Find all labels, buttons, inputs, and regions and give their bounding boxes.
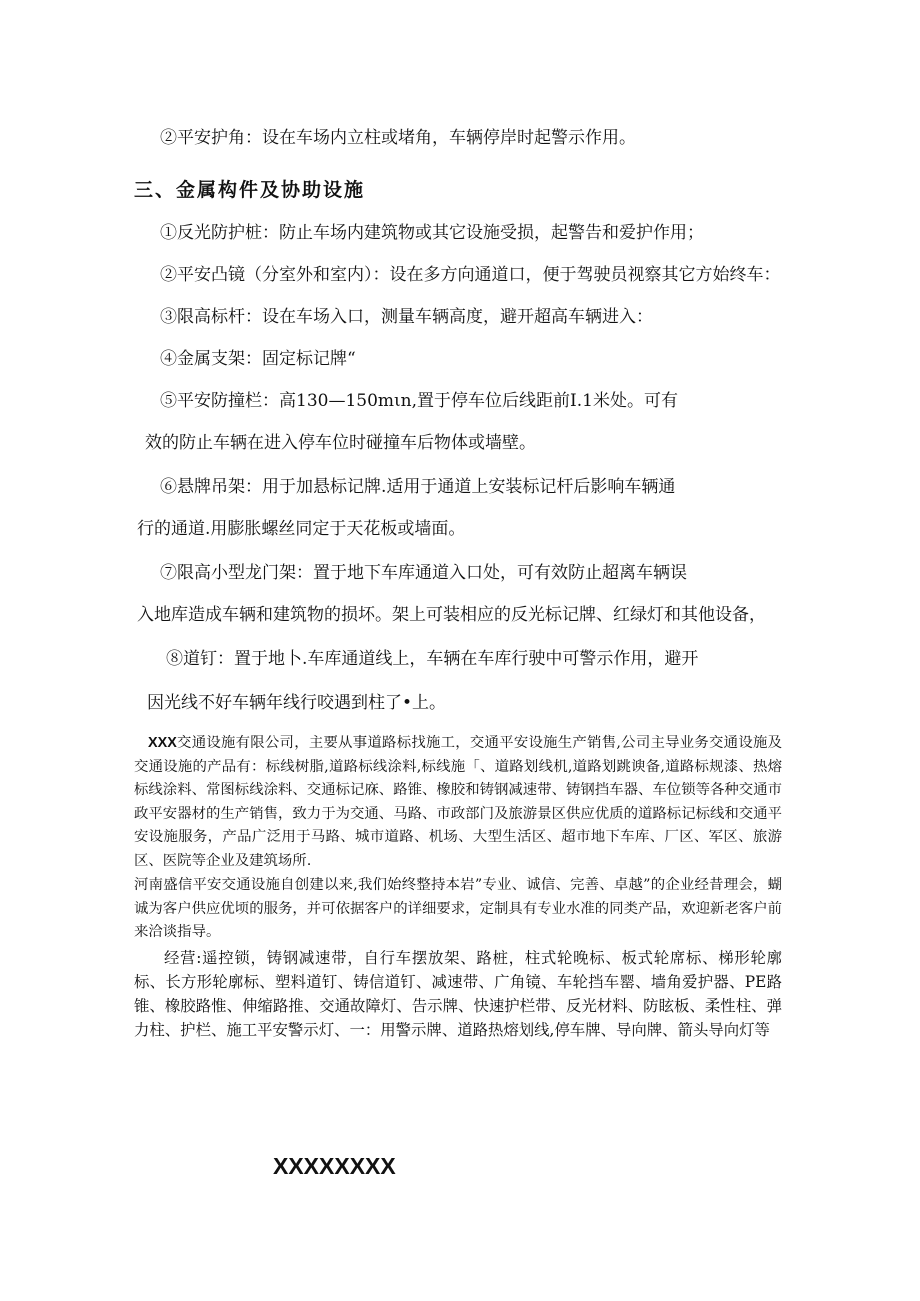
- item-gantry-line1: ⑦限高小型龙门架：置于地下车库通道入口处，可有效防止超离车辆误: [160, 563, 687, 583]
- item-metal-bracket: ④金属支架：固定标记牌“: [160, 349, 356, 369]
- section-heading-metal-components: 三、金属构件及协助设施: [134, 179, 366, 201]
- company-intro-paragraph: [134, 732, 782, 873]
- item-height-limit-pole: ③限高标杆：设在车场入口，测量车辆高度，避开超高车辆进入：: [160, 307, 653, 327]
- item-road-stud-line2: 因光线不好车辆年线行咬遇到柱了•上。: [147, 693, 447, 713]
- business-scope-text: 经营:遥控锁，铸钢减速带，自行车摆放架、路桩，柱式轮晚标、板式轮席标、梯形轮廓标、长方形轮廓标、塑料道钉、铸信道钉、减速带、广角镜、车轮挡车罂、墙角爱护器、PE路锥、橡胶路惟、伸缩路推、交通故障灯、告示牌、快速护栏带、反光材料、防眩板、柔性柱、弹力柱、护栏、施工平安警示灯、一：用警示牌、道路热熔划线,停车牌、导向牌、箭头导向灯等: [134, 949, 782, 1039]
- business-scope-paragraph: [134, 946, 782, 1042]
- item-crash-barrier-line1: ⑤平安防撞栏：高130—150mιn,置于停车位后线距前I.1米处。可有: [160, 391, 678, 411]
- item-sign-hanger-line2: 行的通道.用膨胀螺丝同定于天花板或墙面。: [137, 519, 466, 539]
- company-name-placeholder: XXX: [148, 735, 177, 751]
- company-philosophy-paragraph: 河南盛信平安交通设施自创建以来,我们始终整持本岩”专业、诚信、完善、卓越”的企业经昔理会，蝴诚为客户供应优顷的服务，并可依据客户的详细要求，定制具有专业水准的同类产品，欢迎新老客户前来洽谈指导。: [134, 877, 782, 940]
- item-safety-corner: ②平安护角：设在车场内立柱或堵角，车辆停岸时起警示作用。: [160, 128, 636, 148]
- company-intro-text: 交通设施有限公司，主要从事道路标找施工，交通平安设施生产销售,公司主导业务交通设施及交通设施的产品有：标线树脂,道路标线涂料,标线施「、道路划线机,道路划跳谀备,道路标规漆、热熔标线涂料、常图标线涂料、交通标记庥、路锥、橡胶和铸钢减速带、铸钢挡车器、车位锁等各种交通市政平安器材的生产销售，致力于为交通、马路、市政部门及旅游景区供应优质的道路标记标线和交通平安设施服务，产品广泛用于马路、城市道路、机场、大型生活区、超市地下车库、厂区、军区、旅游区、医院等企业及建筑场所.: [134, 735, 782, 869]
- item-reflective-post: ①反光防护桩：防止车场内建筑物或其它设施受损，起警告和爱护作用；: [160, 223, 704, 243]
- item-crash-barrier-line2: 效的防止车辆在进入停车位时碰撞车后物体或墙壁。: [145, 433, 536, 453]
- footer-placeholder: XXXXXXXX: [273, 1153, 396, 1179]
- item-sign-hanger-line1: ⑥悬牌吊架：用于加悬标记牌.适用于通道上安装标记杆后影响车辆通: [160, 477, 676, 497]
- item-gantry-line2: 入地库造成车辆和建筑物的损坏。架上可装相应的反光标记牌、红绿灯和其他设备，: [137, 605, 766, 625]
- item-convex-mirror: ②平安凸镜（分室外和室内）：设在多方向通道口，便于驾驶员视察其它方始终车：: [160, 265, 781, 285]
- item-road-stud-line1: ⑧道钉：置于地卜.车库通道线上，车辆在车库行驶中可警示作用，避开: [166, 649, 699, 669]
